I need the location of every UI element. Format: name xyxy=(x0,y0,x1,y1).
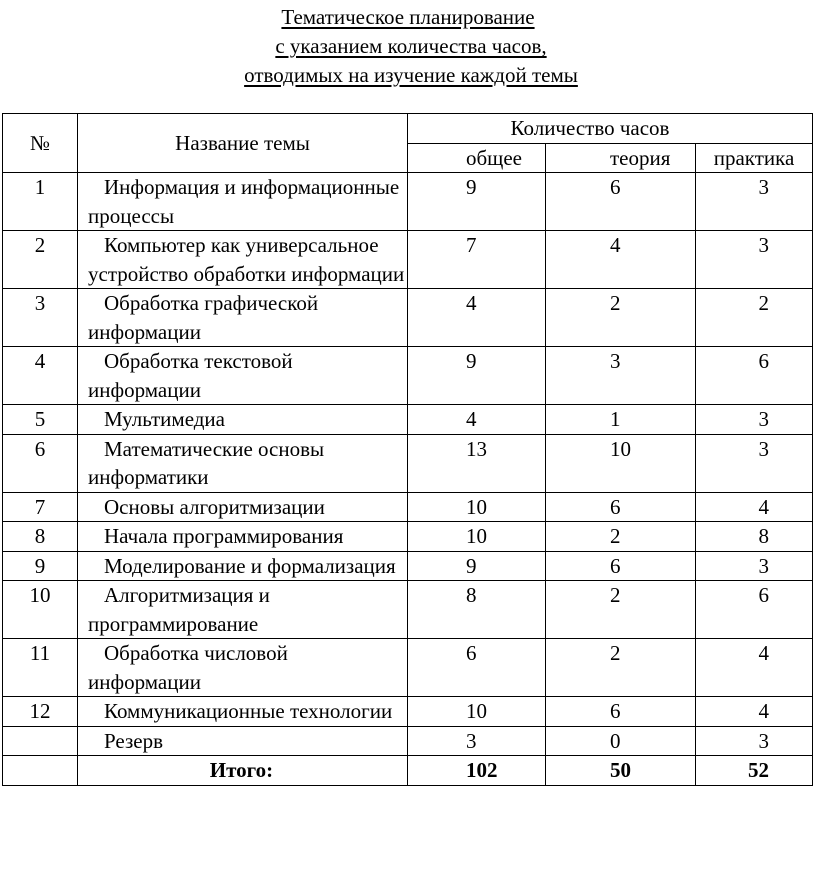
row-topic xyxy=(78,639,408,697)
total-sum-hours: 102 xyxy=(408,756,546,786)
document-title xyxy=(0,3,816,90)
row-total-hours: 10 xyxy=(408,522,546,552)
row-number: 11 xyxy=(3,639,78,697)
row-topic xyxy=(78,522,408,552)
row-theory-hours: 6 xyxy=(546,173,696,231)
row-number: 8 xyxy=(3,522,78,552)
row-total-hours: 9 xyxy=(408,551,546,581)
row-total-hours: 10 xyxy=(408,697,546,727)
row-topic-text: Коммуникационные технологии xyxy=(104,699,393,723)
header-row xyxy=(3,114,813,144)
row-topic-text: Математические основы информатики xyxy=(88,436,325,489)
row-number: 4 xyxy=(3,347,78,405)
row-practice-hours: 3 xyxy=(696,726,813,756)
table-row xyxy=(3,347,813,405)
table-row xyxy=(3,231,813,289)
row-topic-text: Моделирование и формализация xyxy=(104,553,396,578)
row-theory-hours: 2 xyxy=(546,289,696,347)
row-theory-hours: 6 xyxy=(546,697,696,727)
row-practice-hours: 2 xyxy=(696,289,813,347)
row-theory-hours: 4 xyxy=(546,231,696,289)
row-number: 10 xyxy=(3,581,78,639)
row-total-hours: 3 xyxy=(408,726,546,756)
row-topic xyxy=(78,231,408,289)
row-total-hours: 9 xyxy=(408,173,546,231)
total-theory-hours: 50 xyxy=(546,756,696,786)
row-total-hours: 7 xyxy=(408,231,546,289)
table-row xyxy=(3,492,813,522)
row-topic xyxy=(78,347,408,405)
header-name: Название темы xyxy=(78,114,408,173)
row-practice-hours: 4 xyxy=(696,492,813,522)
row-practice-hours: 8 xyxy=(696,522,813,552)
row-topic xyxy=(78,551,408,581)
row-topic xyxy=(78,726,408,756)
table-row xyxy=(3,522,813,552)
row-topic xyxy=(78,581,408,639)
row-number: 6 xyxy=(3,434,78,492)
title-line-1: Тематическое планирование xyxy=(281,5,535,29)
row-topic xyxy=(78,434,408,492)
row-practice-hours: 6 xyxy=(696,347,813,405)
row-practice-hours: 6 xyxy=(696,581,813,639)
row-total-hours: 4 xyxy=(408,405,546,435)
row-topic-text: Информация и информационные процессы xyxy=(88,175,400,228)
header-num: № xyxy=(3,114,78,173)
row-total-hours: 8 xyxy=(408,581,546,639)
header-theory: теория xyxy=(546,143,696,173)
header-practice: практика xyxy=(696,143,813,173)
row-topic-text: Основы алгоритмизации xyxy=(104,494,325,519)
table-row xyxy=(3,434,813,492)
row-number: 1 xyxy=(3,173,78,231)
row-theory-hours: 3 xyxy=(546,347,696,405)
row-number: 3 xyxy=(3,289,78,347)
row-total-hours: 4 xyxy=(408,289,546,347)
row-theory-hours: 2 xyxy=(546,522,696,552)
row-topic-text: Начала программирования xyxy=(104,524,344,548)
table-row xyxy=(3,639,813,697)
row-number: 9 xyxy=(3,551,78,581)
row-number xyxy=(3,726,78,756)
row-theory-hours: 6 xyxy=(546,551,696,581)
row-practice-hours: 3 xyxy=(696,231,813,289)
thematic-plan-table xyxy=(2,113,813,786)
row-topic xyxy=(78,289,408,347)
row-practice-hours: 3 xyxy=(696,551,813,581)
title-line-2: с указанием количества часов, xyxy=(275,34,547,58)
row-total-hours: 10 xyxy=(408,492,546,522)
total-label: Итого: xyxy=(78,756,408,786)
row-total-hours: 6 xyxy=(408,639,546,697)
row-practice-hours: 3 xyxy=(696,434,813,492)
header-total: общее xyxy=(408,143,546,173)
total-row xyxy=(3,756,813,786)
table-row xyxy=(3,289,813,347)
row-number: 12 xyxy=(3,697,78,727)
row-theory-hours: 1 xyxy=(546,405,696,435)
row-topic-text: Резерв xyxy=(104,728,164,753)
row-total-hours: 13 xyxy=(408,434,546,492)
row-topic xyxy=(78,492,408,522)
table-row xyxy=(3,405,813,435)
table-row xyxy=(3,726,813,756)
table-row xyxy=(3,697,813,727)
row-theory-hours: 2 xyxy=(546,581,696,639)
row-theory-hours: 0 xyxy=(546,726,696,756)
row-practice-hours: 3 xyxy=(696,405,813,435)
row-topic-text: Обработка текстовой информации xyxy=(88,349,293,402)
total-num-cell xyxy=(3,756,78,786)
title-line-3: отводимых на изучение каждой темы xyxy=(244,63,578,87)
row-practice-hours: 4 xyxy=(696,697,813,727)
row-topic xyxy=(78,173,408,231)
row-practice-hours: 4 xyxy=(696,639,813,697)
row-topic xyxy=(78,405,408,435)
row-number: 2 xyxy=(3,231,78,289)
row-topic-text: Компьютер как универсальное устройство обработки информации xyxy=(88,233,405,286)
row-topic-text: Обработка графической информации xyxy=(88,291,319,344)
row-theory-hours: 10 xyxy=(546,434,696,492)
total-practice-hours: 52 xyxy=(696,756,813,786)
row-topic-text: Алгоритмизация и программирование xyxy=(88,583,270,636)
header-hours: Количество часов xyxy=(408,114,813,144)
row-practice-hours: 3 xyxy=(696,173,813,231)
row-topic-text: Мультимедиа xyxy=(104,407,225,431)
table-row xyxy=(3,581,813,639)
row-topic-text: Обработка числовой информации xyxy=(88,641,288,694)
table-row xyxy=(3,173,813,231)
row-theory-hours: 2 xyxy=(546,639,696,697)
table-row xyxy=(3,551,813,581)
row-number: 5 xyxy=(3,405,78,435)
row-total-hours: 9 xyxy=(408,347,546,405)
row-number: 7 xyxy=(3,492,78,522)
row-theory-hours: 6 xyxy=(546,492,696,522)
row-topic xyxy=(78,697,408,727)
